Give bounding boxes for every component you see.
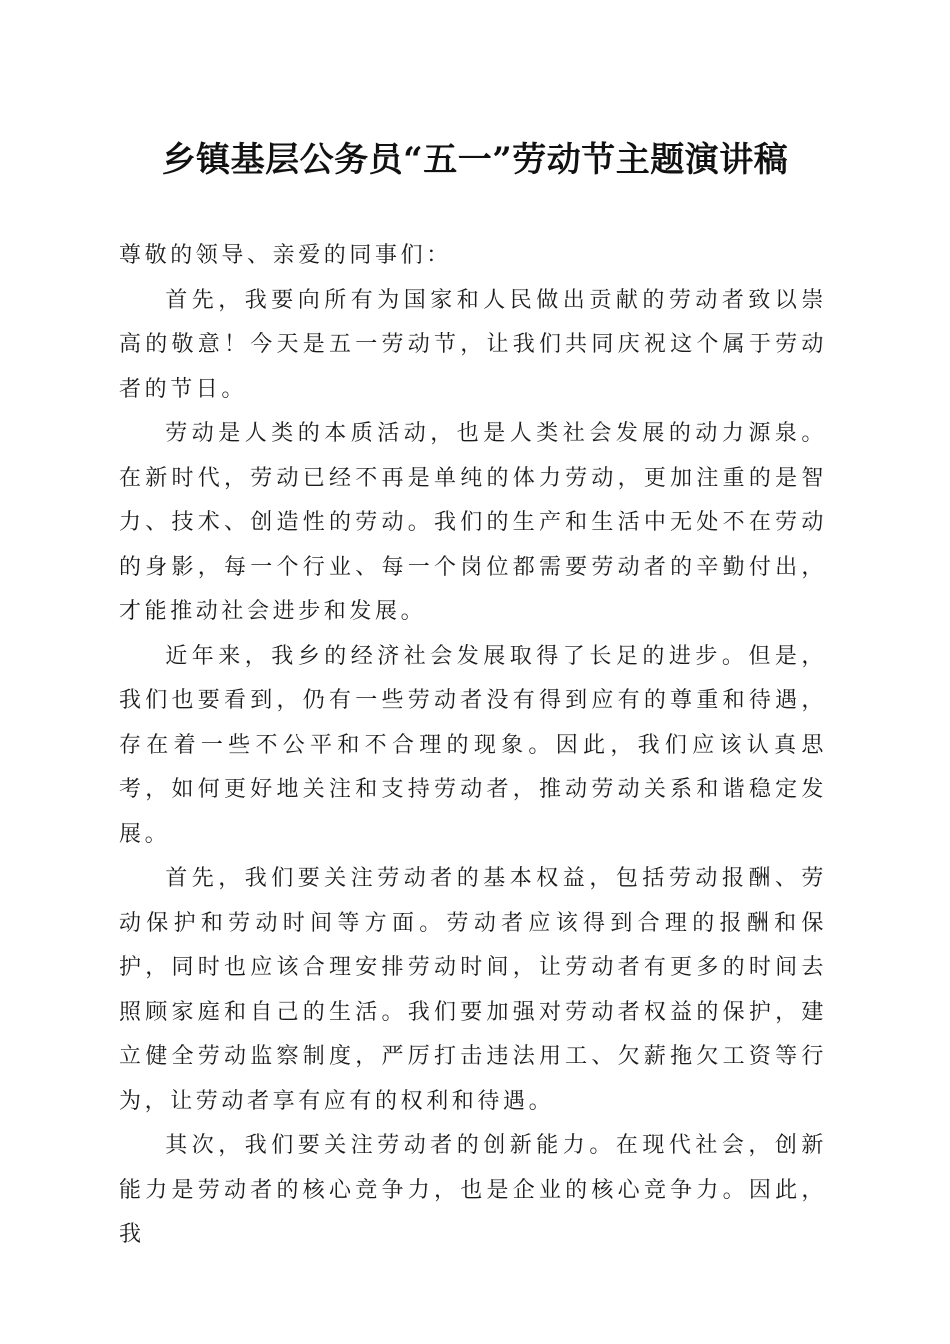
- paragraph: 劳动是人类的本质活动，也是人类社会发展的动力源泉。在新时代，劳动已经不再是单纯的体力劳动，更加注重的是智力、技术、创造性的劳动。我们的生产和生活中无处不在劳动的身影，每一个行业、每一个岗位都需要劳动者的辛勤付出，才能推动社会进步和发展。: [119, 421, 827, 624]
- document-title: 乡镇基层公务员“五一”劳动节主题演讲稿: [161, 140, 789, 180]
- paragraph: 首先，我要向所有为国家和人民做出贡献的劳动者致以崇高的敬意！今天是五一劳动节，让我们共同庆祝这个属于劳动者的节日。: [119, 287, 827, 402]
- paragraph: 其次，我们要关注劳动者的创新能力。在现代社会，创新能力是劳动者的核心竞争力，也是企业的核心竞争力。因此，我: [119, 1133, 827, 1247]
- paragraph: 首先，我们要关注劳动者的基本权益，包括劳动报酬、劳动保护和劳动时间等方面。劳动者应该得到合理的报酬和保护，同时也应该合理安排劳动时间，让劳动者有更多的时间去照顾家庭和自己的生活。我们要加强对劳动者权益的保护，建立健全劳动监察制度，严厉打击违法用工、欠薪拖欠工资等行为，让劳动者享有应有的权利和待遇。: [119, 866, 827, 1114]
- document-body: [119, 234, 827, 1258]
- salutation: 尊敬的领导、亲爱的同事们：: [119, 243, 452, 268]
- paragraph: 近年来，我乡的经济社会发展取得了长足的进步。但是，我们也要看到，仍有一些劳动者没有得到应有的尊重和待遇，存在着一些不公平和不合理的现象。因此，我们应该认真思考，如何更好地关注和支持劳动者，推动劳动关系和谐稳定发展。: [119, 643, 827, 847]
